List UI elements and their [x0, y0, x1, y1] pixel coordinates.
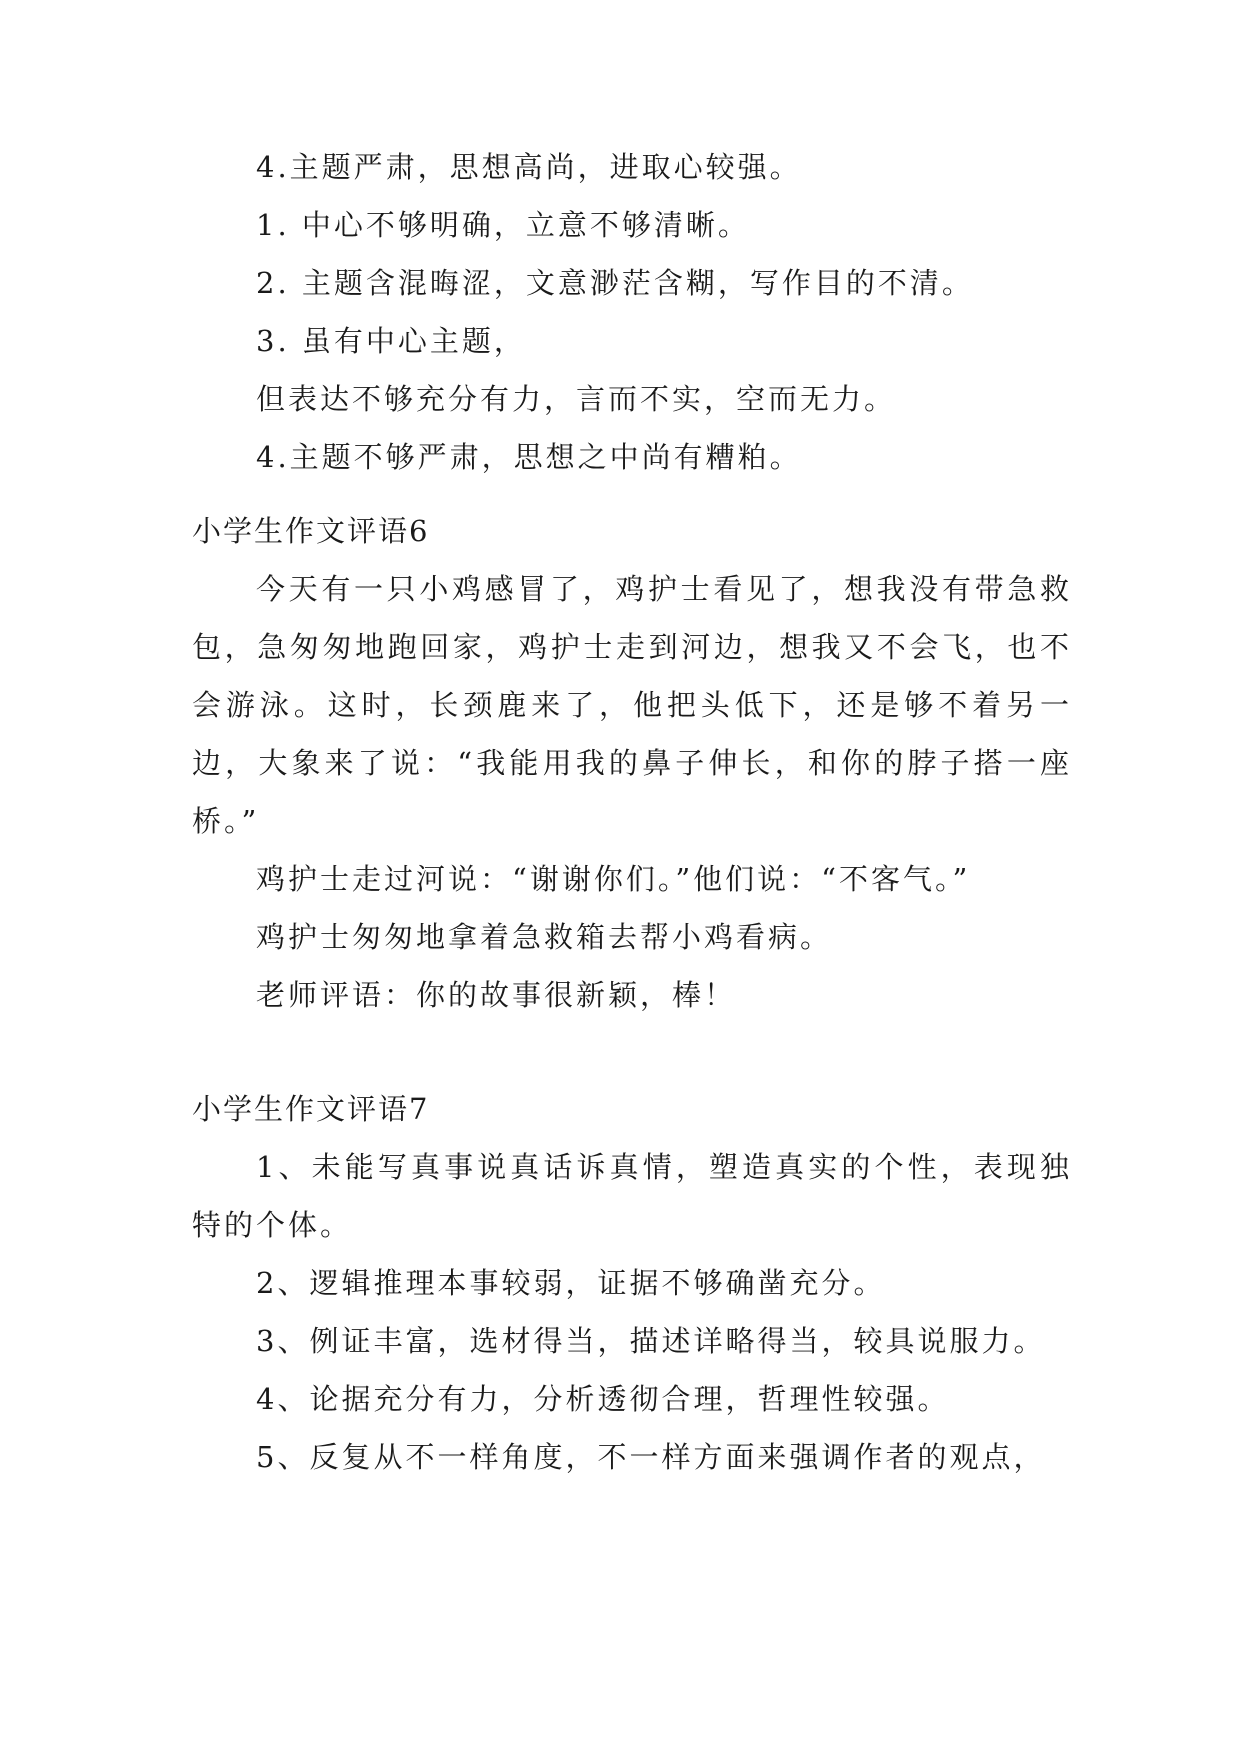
section-6-paragraph-2: 鸡护士走过河说：“谢谢你们。”他们说：“不客气。”: [256, 862, 971, 896]
top-line-5: 但表达不够充分有力，言而不实，空而无力。: [256, 382, 897, 416]
section-6-heading: 小学生作文评语6: [192, 514, 430, 548]
section-6-paragraph-3: 鸡护士匆匆地拿着急救箱去帮小鸡看病。: [256, 920, 833, 954]
top-section: [192, 138, 1072, 486]
section-7-item-2: 2、逻辑推理本事较弱，证据不够确凿充分。: [256, 1266, 886, 1300]
section-7: [192, 1080, 1072, 1486]
top-line-1: 4.主题严肃，思想高尚，进取心较强。: [256, 150, 802, 184]
section-6: [192, 502, 1072, 1024]
top-line-3: 2. 主题含混晦涩，文意渺茫含糊，写作目的不清。: [256, 266, 974, 300]
section-7-heading: 小学生作文评语7: [192, 1092, 430, 1126]
section-6-paragraph-1: 今天有一只小鸡感冒了，鸡护士看见了，想我没有带急救包，急匆匆地跑回家，鸡护士走到河边，想我又不会飞，也不会游泳。这时，长颈鹿来了，他把头低下，还是够不着另一边，大象来了说：“我能用我的鼻子伸长，和你的脖子搭一座桥。”: [192, 572, 1072, 838]
section-7-item-5: 5、反复从不一样角度，不一样方面来强调作者的观点，: [256, 1440, 1046, 1474]
top-line-6: 4.主题不够严肃，思想之中尚有糟粕。: [256, 440, 802, 474]
top-line-2: 1. 中心不够明确，立意不够清晰。: [256, 208, 750, 242]
section-7-item-3: 3、例证丰富，选材得当，描述详略得当，较具说服力。: [256, 1324, 1046, 1358]
section-6-paragraph-4: 老师评语：你的故事很新颖，棒！: [256, 978, 737, 1012]
top-line-4: 3. 虽有中心主题，: [256, 324, 526, 358]
section-7-item-4: 4、论据充分有力，分析透彻合理，哲理性较强。: [256, 1382, 950, 1416]
section-7-item-1: 1、未能写真事说真话诉真情，塑造真实的个性，表现独特的个体。: [192, 1150, 1072, 1242]
